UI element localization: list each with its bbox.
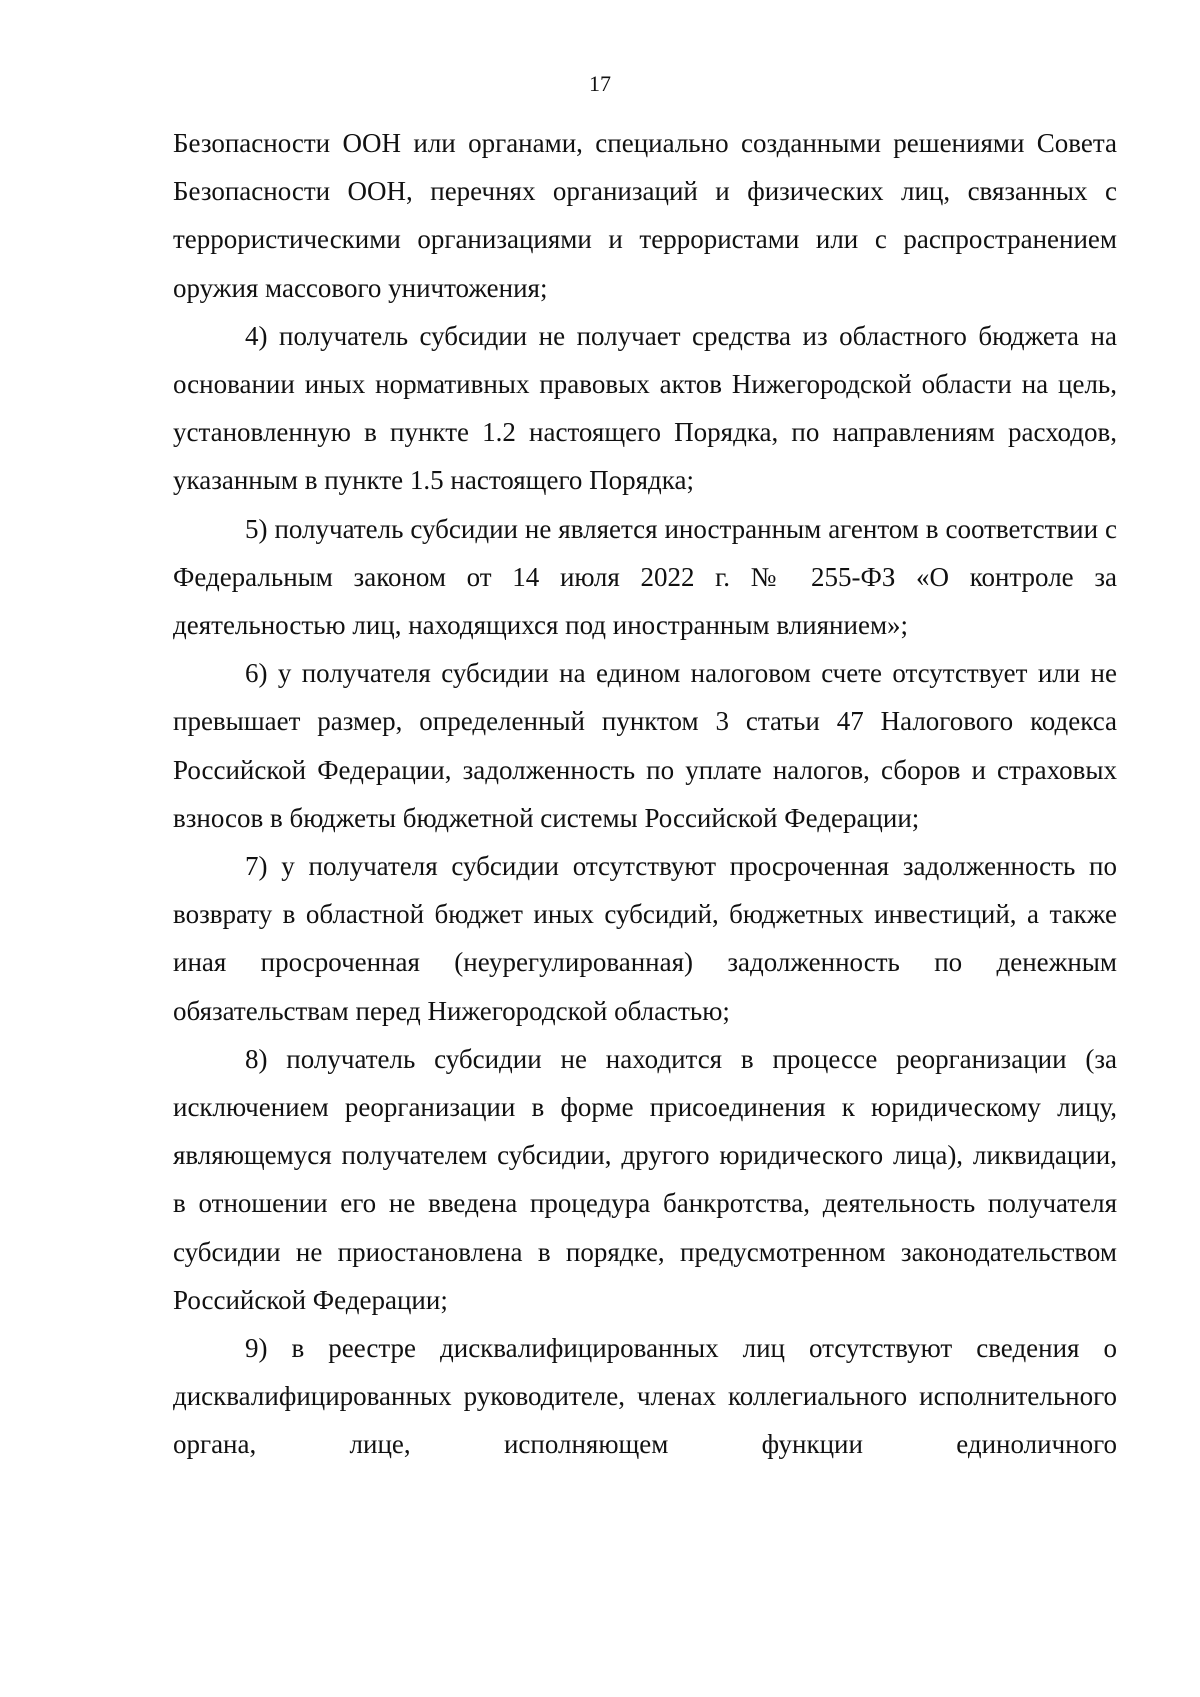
document-body: [173, 119, 1117, 1469]
paragraph-item-9: 9) в реестре дисквалифицированных лиц отсутствуют сведения о дисквалифицированных руководителе, членах коллегиального исполнительного органа, лице, исполняющем функции единоличного: [173, 1333, 1117, 1460]
paragraph-item-6: 6) у получателя субсидии на едином налоговом счете отсутствует или не превышает размер, определенный пунктом 3 статьи 47 Налогового кодекса Российской Федерации, задолженность по уплате налогов, сборов и страховых взносов в бюджеты бюджетной системы Российской Федерации;: [173, 658, 1117, 833]
paragraph-item-5: 5) получатель субсидии не является иностранным агентом в соответствии с Федеральным законом от 14 июля 2022 г. № 255-ФЗ «О контроле за деятельностью лиц, находящихся под иностранным влиянием»;: [173, 513, 1117, 641]
paragraph-item-8: 8) получатель субсидии не находится в процессе реорганизации (за исключением реорганизации в форме присоединения к юридическому лицу, являющемуся получателем субсидии, другого юридического лица), ликвидации, в отношении его не введена процедура банкротства, деятельность получателя субсидии не приостановлена в порядке, предусмотренном законодательством Российской Федерации;: [173, 1043, 1117, 1315]
paragraph-item-4: 4) получатель субсидии не получает средства из областного бюджета на основании иных нормативных правовых актов Нижегородской области на цель, установленную в пункте 1.2 настоящего Порядка, по направлениям расходов, указанным в пункте 1.5 настоящего Порядка;: [173, 320, 1117, 496]
paragraph-item-7: 7) у получателя субсидии отсутствуют просроченная задолженность по возврату в областной бюджет иных субсидий, бюджетных инвестиций, а также иная просроченная (неурегулированная) задолженность по денежным обязательствам перед Нижегородской областью;: [173, 851, 1117, 1026]
paragraph-continuation: Безопасности ООН или органами, специально созданными решениями Совета Безопасности ООН, перечнях организаций и физических лиц, связанных с террористическими организациями и террористами или с распространением оружия массового уничтожения;: [173, 128, 1117, 303]
page-number: 17: [589, 71, 611, 96]
